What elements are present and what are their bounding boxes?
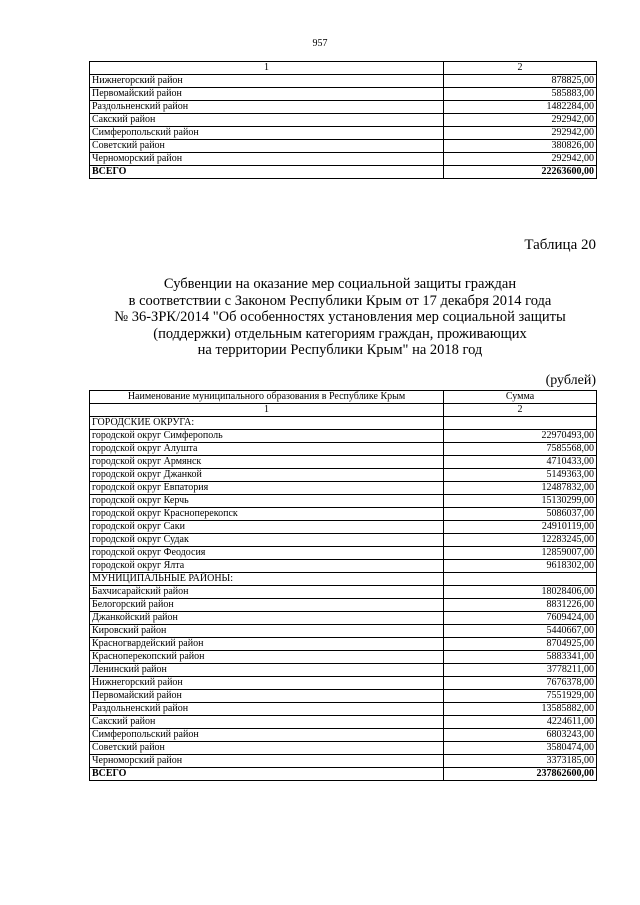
table-row — [90, 534, 597, 547]
caption-line: № 36-ЗРК/2014 "Об особенностях установления мер социальной защиты — [114, 309, 566, 325]
section-empty-cell — [444, 573, 597, 586]
table-row — [90, 495, 597, 508]
table-label: Таблица 20 — [524, 237, 596, 253]
amount-value: 12487832,00 — [444, 482, 597, 495]
municipality-name: Нижнегорский район — [90, 677, 444, 690]
amount-value: 9618302,00 — [444, 560, 597, 573]
amount-value: 7551929,00 — [444, 690, 597, 703]
table-row — [90, 443, 597, 456]
table-caption — [0, 276, 640, 359]
amount-value: 5149363,00 — [444, 469, 597, 482]
column-number-1: 1 — [90, 404, 444, 417]
table-header-row — [90, 391, 597, 404]
amount-value: 5086037,00 — [444, 508, 597, 521]
municipality-name: Сакский район — [90, 114, 444, 127]
table-row — [90, 690, 597, 703]
amount-value: 15130299,00 — [444, 495, 597, 508]
table-row — [90, 88, 597, 101]
table-row — [90, 521, 597, 534]
amount-value: 24910119,00 — [444, 521, 597, 534]
caption-line: в соответствии с Законом Республики Крым от 17 декабря 2014 года — [128, 292, 552, 309]
municipality-name: городской округ Керчь — [90, 495, 444, 508]
table-row — [90, 612, 597, 625]
amount-value: 7585568,00 — [444, 443, 597, 456]
section-row-districts — [90, 573, 597, 586]
amount-value: 8831226,00 — [444, 599, 597, 612]
amount-value: 13585882,00 — [444, 703, 597, 716]
table-row — [90, 703, 597, 716]
municipality-name: Советский район — [90, 140, 444, 153]
section-label: ГОРОДСКИЕ ОКРУГА: — [90, 417, 444, 430]
municipality-name: городской округ Ялта — [90, 560, 444, 573]
table-row — [90, 508, 597, 521]
table-row — [90, 664, 597, 677]
municipality-name: Советский район — [90, 742, 444, 755]
caption-line: (поддержки) отдельным категориям граждан, проживающих — [153, 325, 527, 342]
municipality-name: городской округ Красноперекопск — [90, 508, 444, 521]
amount-value: 22970493,00 — [444, 430, 597, 443]
column-number-2: 2 — [444, 404, 597, 417]
table-row — [90, 625, 597, 638]
municipality-name: Кировский район — [90, 625, 444, 638]
municipality-name: Красноперекопский район — [90, 651, 444, 664]
amount-value: 3778211,00 — [444, 664, 597, 677]
header-sum: Сумма — [444, 391, 597, 404]
table-row — [90, 586, 597, 599]
table-row — [90, 469, 597, 482]
municipality-name: Раздольненский район — [90, 101, 444, 114]
amount-value: 4224611,00 — [444, 716, 597, 729]
municipality-name: Симферопольский район — [90, 127, 444, 140]
municipality-name: городской округ Алушта — [90, 443, 444, 456]
table-continued — [89, 61, 597, 179]
section-empty-cell — [444, 417, 597, 430]
amount-value: 585883,00 — [444, 88, 597, 101]
amount-value: 18028406,00 — [444, 586, 597, 599]
table-header-row — [90, 62, 597, 75]
table-row — [90, 716, 597, 729]
table-row — [90, 677, 597, 690]
amount-value: 6803243,00 — [444, 729, 597, 742]
amount-value: 5883341,00 — [444, 651, 597, 664]
caption-line: на территории Республики Крым" на 2018 год — [197, 342, 483, 358]
municipality-name: городской округ Евпатория — [90, 482, 444, 495]
header-municipality: Наименование муниципального образования в Республике Крым — [90, 391, 444, 404]
table-row — [90, 638, 597, 651]
municipality-name: Первомайский район — [90, 88, 444, 101]
column-numbers-row — [90, 404, 597, 417]
section-label: МУНИЦИПАЛЬНЫЕ РАЙОНЫ: — [90, 573, 444, 586]
amount-value: 292942,00 — [444, 127, 597, 140]
table-row — [90, 430, 597, 443]
units-label: (рублей) — [545, 373, 596, 388]
table-row — [90, 101, 597, 114]
municipality-name: городской округ Армянск — [90, 456, 444, 469]
municipality-name: ВСЕГО — [90, 166, 444, 179]
amount-value: 292942,00 — [444, 114, 597, 127]
amount-value: 292942,00 — [444, 153, 597, 166]
table-row — [90, 75, 597, 88]
amount-value: 5440667,00 — [444, 625, 597, 638]
total-row — [90, 768, 597, 781]
table-row — [90, 153, 597, 166]
amount-value: 3580474,00 — [444, 742, 597, 755]
municipality-name: городской округ Феодосия — [90, 547, 444, 560]
municipality-name: Красногвардейский район — [90, 638, 444, 651]
table-20 — [89, 390, 597, 781]
amount-value: 4710433,00 — [444, 456, 597, 469]
table-row — [90, 140, 597, 153]
municipality-name: Белогорский район — [90, 599, 444, 612]
table-continued-body — [90, 62, 597, 179]
municipality-name: городской округ Саки — [90, 521, 444, 534]
municipality-name: Симферопольский район — [90, 729, 444, 742]
amount-value: 8704925,00 — [444, 638, 597, 651]
total-row — [90, 166, 597, 179]
column-number-1: 1 — [90, 62, 444, 75]
municipality-name: Первомайский район — [90, 690, 444, 703]
amount-value: 878825,00 — [444, 75, 597, 88]
amount-value: 22263600,00 — [444, 166, 597, 179]
table-row — [90, 755, 597, 768]
table-row — [90, 127, 597, 140]
amount-value: 7609424,00 — [444, 612, 597, 625]
municipality-name: Нижнегорский район — [90, 75, 444, 88]
table-row — [90, 599, 597, 612]
page-number: 957 — [312, 38, 328, 49]
municipality-name: Раздольненский район — [90, 703, 444, 716]
table-row — [90, 547, 597, 560]
amount-value: 380826,00 — [444, 140, 597, 153]
table-row — [90, 560, 597, 573]
municipality-name: городской округ Симферополь — [90, 430, 444, 443]
amount-value: 1482284,00 — [444, 101, 597, 114]
municipality-name: Сакский район — [90, 716, 444, 729]
amount-value: 237862600,00 — [444, 768, 597, 781]
municipality-name: Черноморский район — [90, 755, 444, 768]
caption-line: Субвенции на оказание мер социальной защиты граждан — [163, 276, 517, 292]
municipality-name: Джанкойский район — [90, 612, 444, 625]
section-row-cities — [90, 417, 597, 430]
table-row — [90, 114, 597, 127]
table-row — [90, 482, 597, 495]
table-row — [90, 742, 597, 755]
amount-value: 12859007,00 — [444, 547, 597, 560]
amount-value: 7676378,00 — [444, 677, 597, 690]
table-row — [90, 456, 597, 469]
amount-value: 12283245,00 — [444, 534, 597, 547]
municipality-name: городской округ Джанкой — [90, 469, 444, 482]
municipality-name: ВСЕГО — [90, 768, 444, 781]
amount-value: 3373185,00 — [444, 755, 597, 768]
column-number-2: 2 — [444, 62, 597, 75]
municipality-name: Ленинский район — [90, 664, 444, 677]
municipality-name: Черноморский район — [90, 153, 444, 166]
municipality-name: Бахчисарайский район — [90, 586, 444, 599]
municipality-name: городской округ Судак — [90, 534, 444, 547]
table-20-body — [90, 391, 597, 781]
table-row — [90, 729, 597, 742]
table-row — [90, 651, 597, 664]
